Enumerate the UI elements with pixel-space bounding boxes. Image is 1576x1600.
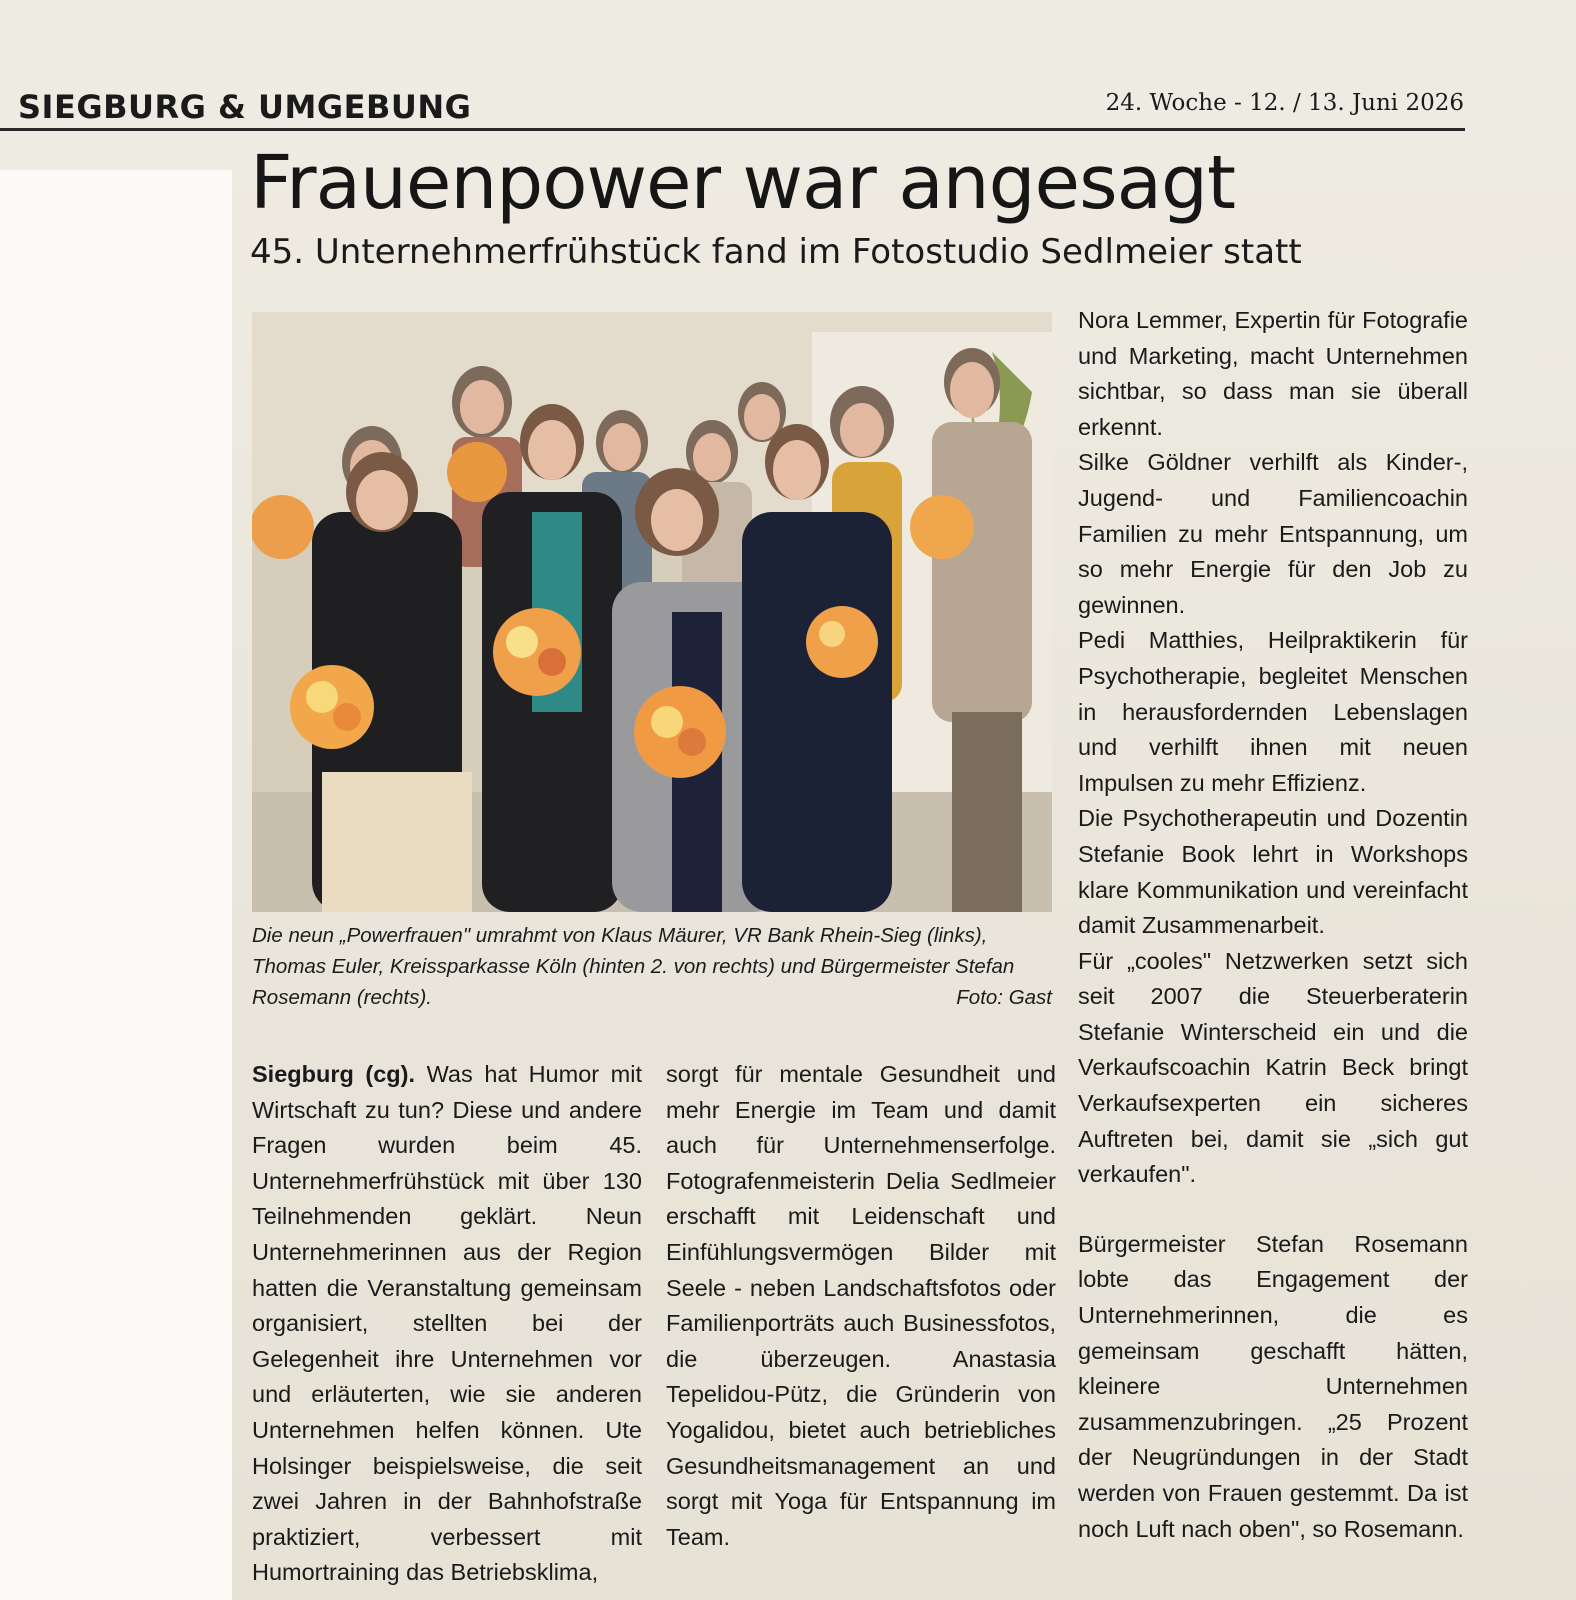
group-photo — [252, 312, 1052, 912]
paragraph-nora-lemmer: Nora Lemmer, Expertin für Fotografie und Marketing, macht Unternehmen sichtbar, so dass man sie überall erkennt. — [1078, 307, 1468, 440]
article-column-2 — [666, 1057, 1056, 1555]
photo-credit: Foto: Gast — [956, 986, 1052, 1009]
article-subheadline: 45. Unternehmerfrühstück fand im Fotostudio Sedlmeier statt — [250, 232, 1302, 272]
article-column-1 — [252, 1057, 642, 1591]
caption-text: Die neun „Powerfrauen" umrahmt von Klaus Mäurer, VR Bank Rhein-Sieg (links), Thomas Euler, Kreissparkasse Köln (hinten 2. von rechts) und Bürgermeister Stefan Rosemann (rechts). — [252, 924, 1015, 1009]
article-column-3 — [1078, 303, 1468, 1547]
article-headline: Frauenpower war angesagt — [250, 140, 1235, 226]
paragraph-networking: Für „cooles" Netzwerken setzt sich seit 2007 die Steuerberaterin Stefanie Winterscheid ein und die Verkaufscoachin Katrin Beck bringt Verkaufsexperten ein sicheres Auftreten bei, damit sie „sich gut verkaufen". — [1078, 947, 1468, 1188]
paragraph-stefanie-book: Die Psychotherapeutin und Dozentin Stefanie Book lehrt in Workshops klare Kommunikation und vereinfacht damit Zusammenarbeit. — [1078, 805, 1468, 939]
header-rule — [0, 128, 1465, 131]
column-2-text: sorgt für mentale Gesundheit und mehr Energie im Team und damit auch für Unternehmenserfolge. Fotografenmeisterin Delia Sedlmeier erschafft mit Leidenschaft und Einfühlungsvermögen Bilder mit Seele - neben Landschaftsfotos oder Familienporträts auch Businessfotos, die überzeugen. Anastasia Tepelidou-Pütz, die Gründerin von Yogalidou, bietet auch betriebliches Gesundheitsmanagement an und sorgt mit Yoga für Entspannung im Team. — [666, 1061, 1056, 1550]
paragraph-pedi-matthies: Pedi Matthies, Heilpraktikerin für Psychotherapie, begleitet Menschen in herausfordernden Lebenslagen und verhilft ihnen mit neuen Impulsen zu mehr Effizienz. — [1078, 627, 1468, 796]
photo-caption — [252, 920, 1052, 1013]
dateline: Siegburg (cg). — [252, 1061, 416, 1087]
blank-margin — [0, 170, 232, 1600]
issue-date: 24. Woche - 12. / 13. Juni 2026 — [1105, 90, 1464, 116]
paragraph-mayor-quote: Bürgermeister Stefan Rosemann lobte das Engagement der Unternehmerinnen, die es gemeinsam geschafft hätten, kleinere Unternehmen zusammenzubringen. „25 Prozent der Neugründungen in der Stadt werden von Frauen gestemmt. Da ist noch Luft nach oben", so Rosemann. — [1078, 1230, 1468, 1542]
column-1-text: Was hat Humor mit Wirtschaft zu tun? Diese und andere Fragen wurden beim 45. Unternehmerfrühstück mit über 130 Teilnehmenden geklärt. Neun Unternehmerinnen aus der Region hatten die Veranstaltung gemeinsam organisiert, stellten bei der Gelegenheit ihre Unternehmen vor und erläuterten, wie sie anderen Unternehmen helfen können. Ute Holsinger beispielsweise, die seit zwei Jahren in der Bahnhofstraße praktiziert, verbessert mit Humortraining das Betriebsklima, — [252, 1061, 642, 1586]
section-title: SIEGBURG & UMGEBUNG — [18, 88, 472, 126]
paragraph-silke-goeldner: Silke Göldner verhilft als Kinder-, Jugend- und Familiencoachin Familien zu mehr Entspannung, um so mehr Energie für den Job zu gewinnen. — [1078, 449, 1468, 618]
